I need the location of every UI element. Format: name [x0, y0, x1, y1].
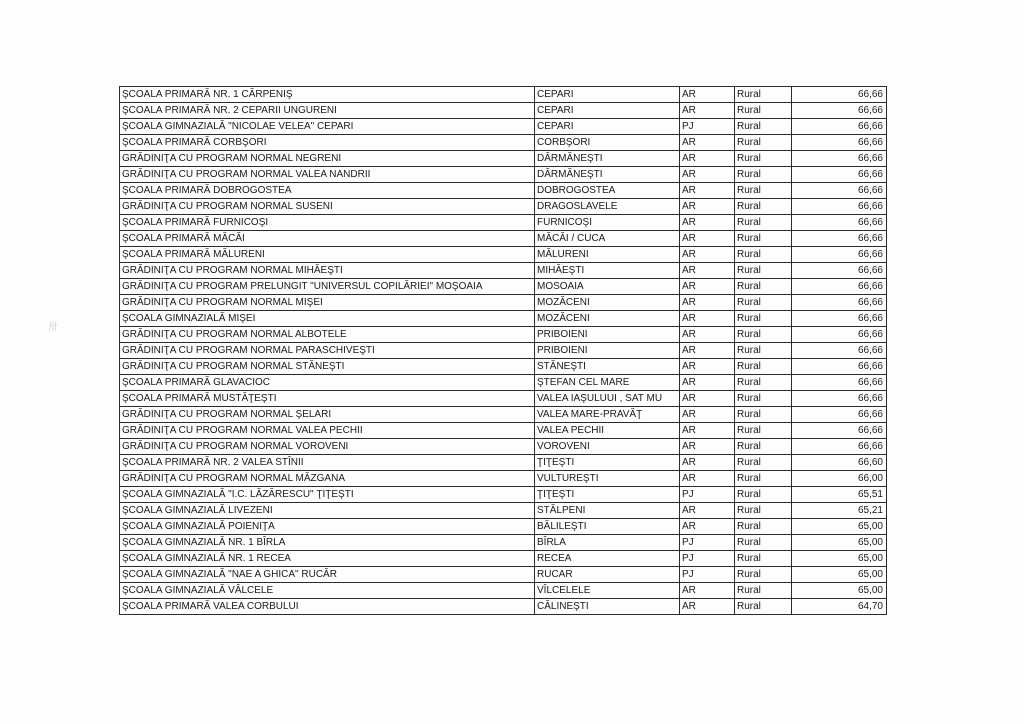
cell-environment: Rural — [735, 359, 792, 375]
cell-locality: VALEA IAŞULUUI , SAT MU — [535, 391, 680, 407]
table-row — [120, 183, 887, 199]
table-row — [120, 295, 887, 311]
cell-legal-type: AR — [680, 423, 735, 439]
cell-school-unit: ŞCOALA GIMNAZIALĂ NR. 1 BÎRLA — [120, 535, 535, 551]
scan-artifact-mark: 卅 — [48, 322, 58, 333]
cell-environment: Rural — [735, 471, 792, 487]
cell-locality: FURNICOŞI — [535, 215, 680, 231]
cell-school-unit: GRĂDINIŢA CU PROGRAM NORMAL SUSENI — [120, 199, 535, 215]
cell-legal-type: AR — [680, 199, 735, 215]
cell-environment: Rural — [735, 231, 792, 247]
table-row — [120, 263, 887, 279]
cell-locality: VÎLCELELE — [535, 583, 680, 599]
cell-score: 66,66 — [792, 327, 887, 343]
cell-school-unit: ŞCOALA PRIMARĂ NR. 2 VALEA STÎNII — [120, 455, 535, 471]
cell-locality: ŢIŢEŞTI — [535, 487, 680, 503]
cell-legal-type: PJ — [680, 119, 735, 135]
cell-score: 66,66 — [792, 215, 887, 231]
cell-school-unit: GRĂDINIŢA CU PROGRAM PRELUNGIT "UNIVERSUL COPILĂRIEI" MOŞOAIA — [120, 279, 535, 295]
cell-environment: Rural — [735, 343, 792, 359]
cell-legal-type: AR — [680, 343, 735, 359]
cell-score: 66,66 — [792, 199, 887, 215]
cell-legal-type: AR — [680, 151, 735, 167]
cell-score: 66,66 — [792, 407, 887, 423]
cell-score: 64,70 — [792, 599, 887, 615]
cell-school-unit: ŞCOALA GIMNAZIALĂ "NICOLAE VELEA" CEPARI — [120, 119, 535, 135]
cell-locality: VULTUREŞTI — [535, 471, 680, 487]
cell-legal-type: PJ — [680, 567, 735, 583]
cell-locality: RUCAR — [535, 567, 680, 583]
cell-school-unit: GRĂDINIŢA CU PROGRAM NORMAL VALEA NANDRII — [120, 167, 535, 183]
cell-legal-type: PJ — [680, 551, 735, 567]
cell-school-unit: ŞCOALA PRIMARĂ VALEA CORBULUI — [120, 599, 535, 615]
cell-legal-type: AR — [680, 311, 735, 327]
cell-legal-type: AR — [680, 231, 735, 247]
cell-legal-type: AR — [680, 87, 735, 103]
cell-school-unit: GRĂDINIŢA CU PROGRAM NORMAL MĂZGANA — [120, 471, 535, 487]
cell-locality: DRAGOSLAVELE — [535, 199, 680, 215]
cell-environment: Rural — [735, 103, 792, 119]
table-row — [120, 327, 887, 343]
cell-legal-type: AR — [680, 583, 735, 599]
cell-environment: Rural — [735, 407, 792, 423]
cell-environment: Rural — [735, 487, 792, 503]
cell-legal-type: AR — [680, 375, 735, 391]
cell-environment: Rural — [735, 311, 792, 327]
table-row — [120, 231, 887, 247]
cell-score: 66,66 — [792, 119, 887, 135]
cell-legal-type: PJ — [680, 535, 735, 551]
cell-environment: Rural — [735, 375, 792, 391]
cell-score: 66,66 — [792, 167, 887, 183]
cell-environment: Rural — [735, 599, 792, 615]
table-row — [120, 103, 887, 119]
cell-locality: DOBROGOSTEA — [535, 183, 680, 199]
table-row — [120, 439, 887, 455]
table-row — [120, 151, 887, 167]
table-row — [120, 135, 887, 151]
cell-score: 66,66 — [792, 87, 887, 103]
cell-score: 66,66 — [792, 423, 887, 439]
cell-locality: VOROVENI — [535, 439, 680, 455]
cell-score: 65,00 — [792, 551, 887, 567]
table-row — [120, 567, 887, 583]
cell-score: 66,66 — [792, 279, 887, 295]
cell-school-unit: ŞCOALA GIMNAZIALĂ POIENIŢA — [120, 519, 535, 535]
cell-school-unit: ŞCOALA GIMNAZIALĂ NR. 1 RECEA — [120, 551, 535, 567]
cell-score: 66,66 — [792, 439, 887, 455]
cell-score: 66,66 — [792, 183, 887, 199]
cell-locality: BÎRLA — [535, 535, 680, 551]
cell-environment: Rural — [735, 263, 792, 279]
cell-school-unit: GRĂDINIŢA CU PROGRAM NORMAL ALBOTELE — [120, 327, 535, 343]
cell-environment: Rural — [735, 135, 792, 151]
school-ranking-table-wrapper — [119, 86, 886, 615]
cell-locality: MOZĂCENI — [535, 295, 680, 311]
cell-locality: MOZĂCENI — [535, 311, 680, 327]
cell-locality: CORBŞORI — [535, 135, 680, 151]
cell-environment: Rural — [735, 199, 792, 215]
cell-score: 65,51 — [792, 487, 887, 503]
cell-legal-type: AR — [680, 263, 735, 279]
cell-locality: DÂRMĂNEŞTI — [535, 151, 680, 167]
cell-school-unit: ŞCOALA GIMNAZIALĂ "I.C. LĂZĂRESCU" ŢIŢEŞTI — [120, 487, 535, 503]
cell-legal-type: AR — [680, 295, 735, 311]
cell-school-unit: ŞCOALA PRIMARĂ NR. 2 CEPARII UNGURENI — [120, 103, 535, 119]
cell-score: 65,00 — [792, 519, 887, 535]
cell-legal-type: AR — [680, 519, 735, 535]
cell-school-unit: GRĂDINIŢA CU PROGRAM NORMAL MIHĂEŞTI — [120, 263, 535, 279]
cell-locality: ŢIŢEŞTI — [535, 455, 680, 471]
cell-locality: VALEA MARE-PRAVĂŢ — [535, 407, 680, 423]
table-row — [120, 375, 887, 391]
cell-school-unit: ŞCOALA PRIMARĂ DOBROGOSTEA — [120, 183, 535, 199]
table-row — [120, 167, 887, 183]
cell-school-unit: GRĂDINIŢA CU PROGRAM NORMAL STĂNEŞTI — [120, 359, 535, 375]
table-row — [120, 343, 887, 359]
cell-legal-type: AR — [680, 439, 735, 455]
cell-environment: Rural — [735, 423, 792, 439]
cell-locality: VALEA PECHII — [535, 423, 680, 439]
cell-score: 66,66 — [792, 247, 887, 263]
cell-legal-type: AR — [680, 599, 735, 615]
cell-score: 66,66 — [792, 103, 887, 119]
cell-locality: RECEA — [535, 551, 680, 567]
table-row — [120, 535, 887, 551]
cell-legal-type: AR — [680, 503, 735, 519]
cell-environment: Rural — [735, 167, 792, 183]
cell-locality: BĂLILEŞTI — [535, 519, 680, 535]
cell-legal-type: AR — [680, 327, 735, 343]
cell-environment: Rural — [735, 551, 792, 567]
cell-legal-type: AR — [680, 135, 735, 151]
cell-environment: Rural — [735, 183, 792, 199]
cell-school-unit: GRĂDINIŢA CU PROGRAM NORMAL NEGRENI — [120, 151, 535, 167]
cell-environment: Rural — [735, 119, 792, 135]
cell-locality: CEPARI — [535, 103, 680, 119]
table-row — [120, 215, 887, 231]
table-row — [120, 487, 887, 503]
cell-environment: Rural — [735, 535, 792, 551]
cell-school-unit: GRĂDINIŢA CU PROGRAM NORMAL ŞELARI — [120, 407, 535, 423]
cell-score: 66,66 — [792, 359, 887, 375]
table-row — [120, 455, 887, 471]
cell-environment: Rural — [735, 327, 792, 343]
cell-legal-type: AR — [680, 455, 735, 471]
cell-environment: Rural — [735, 215, 792, 231]
table-row — [120, 583, 887, 599]
cell-locality: CĂLINEŞTI — [535, 599, 680, 615]
table-row — [120, 599, 887, 615]
cell-school-unit: GRĂDINIŢA CU PROGRAM NORMAL PARASCHIVEŞTI — [120, 343, 535, 359]
cell-school-unit: ŞCOALA PRIMARĂ NR. 1 CĂRPENIŞ — [120, 87, 535, 103]
table-row — [120, 311, 887, 327]
table-row — [120, 119, 887, 135]
cell-school-unit: ŞCOALA GIMNAZIALĂ LIVEZENI — [120, 503, 535, 519]
cell-score: 66,66 — [792, 151, 887, 167]
cell-locality: MOSOAIA — [535, 279, 680, 295]
cell-environment: Rural — [735, 151, 792, 167]
cell-legal-type: AR — [680, 183, 735, 199]
cell-score: 66,66 — [792, 311, 887, 327]
cell-legal-type: AR — [680, 215, 735, 231]
cell-locality: PRIBOIENI — [535, 327, 680, 343]
cell-score: 66,66 — [792, 391, 887, 407]
cell-locality: MĂCĂI / CUCA — [535, 231, 680, 247]
cell-school-unit: ŞCOALA PRIMARĂ GLAVACIOC — [120, 375, 535, 391]
cell-score: 66,66 — [792, 295, 887, 311]
cell-locality: MIHĂEŞTI — [535, 263, 680, 279]
cell-environment: Rural — [735, 87, 792, 103]
cell-score: 66,66 — [792, 375, 887, 391]
cell-environment: Rural — [735, 583, 792, 599]
table-row — [120, 471, 887, 487]
table-row — [120, 391, 887, 407]
cell-school-unit: ŞCOALA GIMNAZIALĂ MIŞEI — [120, 311, 535, 327]
cell-locality: STĂLPENI — [535, 503, 680, 519]
table-row — [120, 503, 887, 519]
table-row — [120, 519, 887, 535]
cell-school-unit: ŞCOALA PRIMARĂ MĂLURENI — [120, 247, 535, 263]
cell-score: 66,66 — [792, 343, 887, 359]
cell-score: 65,00 — [792, 567, 887, 583]
cell-locality: CEPARI — [535, 87, 680, 103]
table-row — [120, 359, 887, 375]
cell-school-unit: GRĂDINIŢA CU PROGRAM NORMAL VOROVENI — [120, 439, 535, 455]
cell-environment: Rural — [735, 519, 792, 535]
cell-score: 66,66 — [792, 263, 887, 279]
cell-score: 65,00 — [792, 583, 887, 599]
cell-school-unit: ŞCOALA PRIMARĂ MĂCĂI — [120, 231, 535, 247]
cell-legal-type: AR — [680, 279, 735, 295]
table-row — [120, 199, 887, 215]
cell-legal-type: AR — [680, 167, 735, 183]
cell-legal-type: AR — [680, 407, 735, 423]
cell-score: 66,66 — [792, 231, 887, 247]
cell-score: 65,00 — [792, 535, 887, 551]
cell-school-unit: GRĂDINIŢA CU PROGRAM NORMAL VALEA PECHII — [120, 423, 535, 439]
cell-school-unit: ŞCOALA GIMNAZIALĂ VÂLCELE — [120, 583, 535, 599]
cell-score: 65,21 — [792, 503, 887, 519]
cell-environment: Rural — [735, 391, 792, 407]
cell-legal-type: AR — [680, 103, 735, 119]
cell-score: 66,60 — [792, 455, 887, 471]
table-row — [120, 87, 887, 103]
table-row — [120, 551, 887, 567]
cell-environment: Rural — [735, 503, 792, 519]
table-row — [120, 407, 887, 423]
cell-environment: Rural — [735, 439, 792, 455]
cell-legal-type: AR — [680, 359, 735, 375]
cell-legal-type: AR — [680, 471, 735, 487]
cell-school-unit: GRĂDINIŢA CU PROGRAM NORMAL MIŞEI — [120, 295, 535, 311]
cell-locality: STĂNEŞTI — [535, 359, 680, 375]
cell-environment: Rural — [735, 247, 792, 263]
school-ranking-table-body — [120, 87, 887, 615]
cell-score: 66,66 — [792, 135, 887, 151]
table-row — [120, 423, 887, 439]
cell-score: 66,00 — [792, 471, 887, 487]
cell-legal-type: AR — [680, 247, 735, 263]
cell-school-unit: ŞCOALA GIMNAZIALĂ "NAE A GHICA" RUCĂR — [120, 567, 535, 583]
cell-legal-type: PJ — [680, 487, 735, 503]
cell-locality: ŞTEFAN CEL MARE — [535, 375, 680, 391]
school-ranking-table — [119, 86, 887, 615]
cell-school-unit: ŞCOALA PRIMARĂ FURNICOŞI — [120, 215, 535, 231]
cell-environment: Rural — [735, 455, 792, 471]
cell-environment: Rural — [735, 295, 792, 311]
cell-environment: Rural — [735, 567, 792, 583]
cell-locality: DÂRMĂNEŞTI — [535, 167, 680, 183]
cell-locality: MĂLURENI — [535, 247, 680, 263]
cell-environment: Rural — [735, 279, 792, 295]
table-row — [120, 247, 887, 263]
cell-locality: PRIBOIENI — [535, 343, 680, 359]
cell-legal-type: AR — [680, 391, 735, 407]
cell-locality: CEPARI — [535, 119, 680, 135]
table-row — [120, 279, 887, 295]
cell-school-unit: ŞCOALA PRIMARĂ CORBŞORI — [120, 135, 535, 151]
cell-school-unit: ŞCOALA PRIMARĂ MUSTĂŢEŞTI — [120, 391, 535, 407]
